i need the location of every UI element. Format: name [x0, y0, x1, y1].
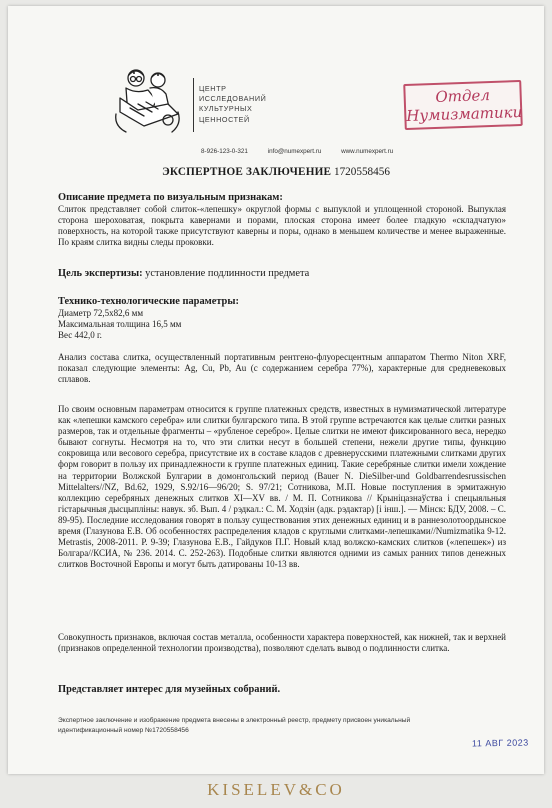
purpose-section [58, 268, 506, 280]
org-line-4: ЦЕННОСТЕЙ [199, 114, 250, 124]
brand-logo: KISELEV&CO [207, 780, 345, 799]
date-stamp: 11 АВГ 2023 [471, 737, 529, 749]
param-thickness: Максимальная толщина 16,5 мм [58, 319, 182, 330]
title-label: ЭКСПЕРТНОЕ ЗАКЛЮЧЕНИЕ [162, 166, 332, 178]
title-number: 1720558456 [333, 166, 390, 178]
purpose-text: установление подлинности предмета [145, 268, 310, 279]
org-line-3: КУЛЬТУРНЫХ [199, 104, 253, 114]
org-line-1: ЦЕНТР [199, 84, 227, 93]
museum-note: Представляет интерес для музейных собраний. [58, 684, 281, 695]
params-section [58, 296, 506, 341]
department-stamp [403, 80, 523, 130]
email-address: info@numexpert.ru [267, 148, 322, 155]
website-url: www.numexpert.ru [341, 148, 394, 155]
conclusion-section [58, 632, 506, 654]
organization-name [199, 84, 266, 125]
analysis-section [58, 352, 506, 385]
param-diameter: Диаметр 72,5х82,6 мм [58, 308, 144, 318]
center-logo-icon [108, 64, 188, 140]
description-text: Слиток представляет собой слиток-«лепешку» округлой формы с выпуклой и уплощенной стороной. Выпуклая сторона шероховатая, покрыта кавернами и порами, плоская сторона имеет более гладкую «складчатую» поверхность, на которой также присутствуют каверны и поры, однако в меньшем количестве и менее выраженные. По краям слитка видны следы проковки. [58, 204, 506, 248]
registry-footer [58, 716, 510, 736]
footer-line-2: идентификационный номер №1720558456 [58, 727, 189, 734]
main-text: По своим основным параметрам относится к группе платежных средств, известных в нумизматической литературе как «лепешки камского серебра» или слитки булгарского типа. В этой группе встречаются как целые слитки разных размеров, так и отдельные фрагменты – «рубленое серебро». Целые слитки не имеют фиксированного веса, нередко бывают согнуты. Несмотря на то, что эти слитки несут в большей степени, нежели другие типы, функцию сокровища или весового серебра, присутствие их в составе кладов с древнерусскими платежными слитками других форм говорит в пользу их принадлежности к группе платежных единиц. Такие серебряные слитки имели хождение на территории Волжской Булгарии в домонгольский период (Bauer N. DieSilber-und Goldbarrendesrussischen Mittelalters//NZ, Bd.62, 1929, S.92/16—96/20; S. 97/21; Сотникова, М.П. Новые поступления в эрмитажную коллекцию серебряных денежных слитков XI—XV вв. / М. П. Сотникова // Крыніцазнаўства і спецыяльныя гістарычныя дысцыпліны: навук. зб. Вып. 4 / рэдкал.: С. М. Ходзін (адк. рэдактар) [і інш.]. — Мінск: БДУ, 2008. – С. 89-95). Последние исследования говорят в пользу существования этих денежных единиц и в раннезолотоордынское время (Глазунова Е.В. Об особенностях распределения кладов с круглыми слитками-лепешками//Numizmatika 9-12. Metrastis, 2008-2011. Р. 9-39; Глазунова Е.В., Гайдуков П.Г. Новый клад волжско-камских слитков («лепешек») из Болгара//КСИА, № 236. 2014. С. 252-263). Подобные слитки являются одними из самых ранних типов денежных слитков Восточной Европы и могут быть датированы 10-13 вв. [58, 404, 506, 570]
main-section [58, 404, 506, 570]
logo-divider [193, 78, 194, 132]
document-title [0, 166, 552, 178]
footer-line-1: Экспертное заключение и изображение предмета внесены в электронный реестр, предмету присвоен уникальный [58, 717, 411, 724]
stamp-line-2: Нумизматики [406, 102, 523, 125]
description-heading: Описание предмета по визуальным признакам: [58, 192, 283, 203]
param-weight: Вес 442,0 г. [58, 330, 102, 341]
phone-number: 8-926-123-0-321 [201, 148, 248, 155]
contacts-line [201, 148, 411, 155]
conclusion-text: Совокупность признаков, включая состав металла, особенности характера поверхностей, как нижней, так и верхней (признаков определенной технологии производства), позволяют сделать вывод о подлинности слитка. [58, 632, 506, 654]
stamp-line-1: Отдел [435, 86, 491, 106]
analysis-text: Анализ состава слитка, осуществленный портативным рентгено-флуоресцентным аппаратом Thermo Niton XRF, показал следующие элементы: Ag, Cu, Pb, Au (с содержанием серебра 77%), характерные для средневековых сплавов. [58, 352, 506, 385]
params-heading: Технико-технологические параметры: [58, 296, 239, 307]
org-line-2: ИССЛЕДОВАНИЙ [199, 94, 267, 104]
description-section [58, 192, 506, 248]
purpose-label: Цель экспертизы: [58, 268, 143, 279]
